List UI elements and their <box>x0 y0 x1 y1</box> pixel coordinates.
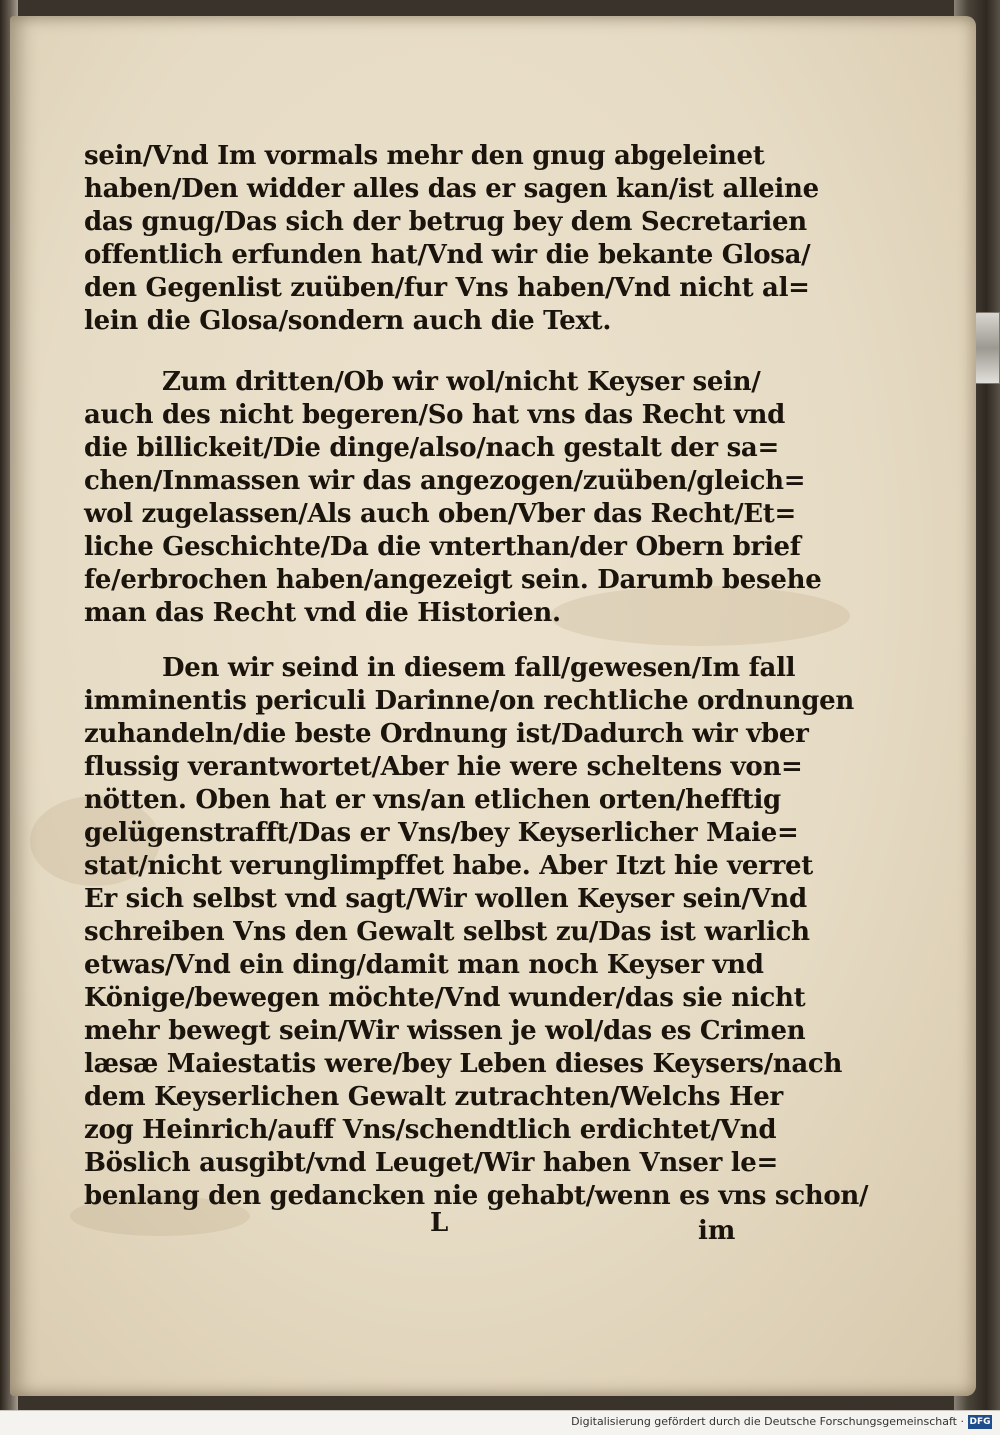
footer-bar <box>0 1410 1000 1435</box>
text-line: nötten. Oben hat er vns/an etlichen orten/hefftig <box>84 785 781 815</box>
text-line: zog Heinrich/auff Vns/schendtlich erdichtet/Vnd <box>84 1115 777 1145</box>
dfg-logo-icon[interactable]: DFG <box>969 1417 991 1427</box>
text-line: wol zugelassen/Als auch oben/Vber das Recht/Et= <box>84 499 796 529</box>
text-line: den Gegenlist zuüben/fur Vns haben/Vnd nicht al= <box>84 273 810 303</box>
text-line: sein/Vnd Im vormals mehr den gnug abgeleinet <box>84 141 765 171</box>
paragraph-2 <box>84 366 822 630</box>
text-line: zuhandeln/die beste Ordnung ist/Dadurch wir vber <box>84 719 809 749</box>
text-line: fe/erbrochen haben/angezeigt sein. Darumb besehe <box>84 565 822 595</box>
paragraph-1 <box>84 140 819 338</box>
text-line: Böslich ausgibt/vnd Leuget/Wir haben Vnser le= <box>84 1148 779 1178</box>
text-line: imminentis periculi Darinne/on rechtliche ordnungen <box>84 686 854 716</box>
text-line: dem Keyserlichen Gewalt zutrachten/Welchs Her <box>84 1082 783 1112</box>
signature-mark: L <box>430 1208 449 1238</box>
text-line: das gnug/Das sich der betrug bey dem Secretarien <box>84 207 807 237</box>
text-line: schreiben Vns den Gewalt selbst zu/Das ist warlich <box>84 917 810 947</box>
text-line: gelügenstrafft/Das er Vns/bey Keyserlicher Maie= <box>84 818 799 848</box>
text-line: etwas/Vnd ein ding/damit man noch Keyser vnd <box>84 950 764 980</box>
paragraph-3 <box>84 652 869 1213</box>
text-line: mehr bewegt sein/Wir wissen je wol/das es Crimen <box>84 1016 806 1046</box>
funding-credit-text: Digitalisierung gefördert durch die Deutsche Forschungsgemeinschaft <box>571 1415 957 1428</box>
text-line: Zum dritten/Ob wir wol/nicht Keyser sein/ <box>162 367 761 397</box>
text-line: man das Recht vnd die Historien. <box>84 598 561 628</box>
text-line: Den wir seind in diesem fall/gewesen/Im fall <box>162 653 796 683</box>
text-line: offentlich erfunden hat/Vnd wir die bekante Glosa/ <box>84 240 811 270</box>
text-line: benlang den gedancken nie gehabt/wenn es vns schon/ <box>84 1181 869 1211</box>
text-line: stat/nicht verunglimpffet habe. Aber Itzt hie verret <box>84 851 813 881</box>
funding-credit <box>571 1415 964 1428</box>
text-line: læsæ Maiestatis were/bey Leben dieses Keysers/nach <box>84 1049 843 1079</box>
book-page <box>10 16 976 1396</box>
catchword: im <box>698 1216 736 1246</box>
text-line: chen/Inmassen wir das angezogen/zuüben/gleich= <box>84 466 806 496</box>
text-line: haben/Den widder alles das er sagen kan/ist alleine <box>84 174 819 204</box>
text-line: auch des nicht begeren/So hat vns das Recht vnd <box>84 400 786 430</box>
text-line: flussig verantwortet/Aber hie were scheltens von= <box>84 752 803 782</box>
credit-separator: · <box>960 1415 964 1428</box>
text-line: Könige/bewegen möchte/Vnd wunder/das sie nicht <box>84 983 806 1013</box>
text-line: die billickeit/Die dinge/also/nach gestalt der sa= <box>84 433 779 463</box>
text-line: Er sich selbst vnd sagt/Wir wollen Keyser sein/Vnd <box>84 884 807 914</box>
text-line: liche Geschichte/Da die vnterthan/der Obern brief <box>84 532 801 562</box>
text-line: lein die Glosa/sondern auch die Text. <box>84 306 612 336</box>
